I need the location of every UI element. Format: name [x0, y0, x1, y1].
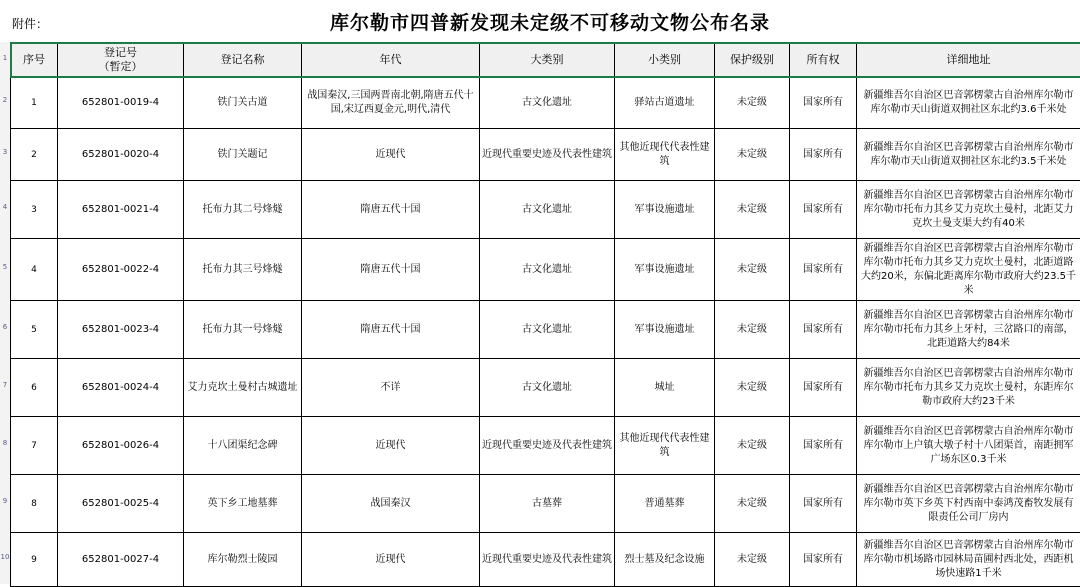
cell-subcategory[interactable]: 驿站古道遗址 [615, 77, 715, 129]
relics-table [10, 42, 1080, 587]
cell-subcategory[interactable]: 其他近现代代表性建筑 [615, 129, 715, 181]
cell-name[interactable]: 托布力其二号烽燧 [184, 181, 302, 239]
cell-era[interactable]: 战国秦汉,三国两晋南北朝,隋唐五代十国,宋辽西夏金元,明代,清代 [302, 77, 480, 129]
cell-category[interactable]: 古文化遗址 [480, 301, 615, 359]
header-era[interactable]: 年代 [302, 43, 480, 77]
header-seq[interactable]: 序号 [11, 43, 58, 77]
cell-protection-level[interactable]: 未定级 [715, 301, 790, 359]
header-subcategory[interactable]: 小类别 [615, 43, 715, 77]
cell-category[interactable]: 古文化遗址 [480, 77, 615, 129]
cell-protection-level[interactable]: 未定级 [715, 129, 790, 181]
row-number[interactable]: 9 [0, 497, 10, 505]
cell-era[interactable]: 隋唐五代十国 [302, 239, 480, 301]
cell-category[interactable]: 古文化遗址 [480, 181, 615, 239]
document-title: 库尔勒市四普新发现未定级不可移动文物公布名录 [250, 8, 850, 35]
cell-reg-no[interactable]: 652801-0027-4 [58, 533, 184, 587]
cell-protection-level[interactable]: 未定级 [715, 359, 790, 417]
cell-protection-level[interactable]: 未定级 [715, 77, 790, 129]
cell-seq[interactable]: 1 [11, 77, 58, 129]
cell-subcategory[interactable]: 其他近现代代表性建筑 [615, 417, 715, 475]
row-number[interactable]: 10 [0, 553, 10, 561]
cell-era[interactable]: 近现代 [302, 533, 480, 587]
header-row [11, 43, 1080, 77]
header-name[interactable]: 登记名称 [184, 43, 302, 77]
row-number[interactable]: 4 [0, 203, 10, 211]
cell-subcategory[interactable]: 军事设施遗址 [615, 181, 715, 239]
cell-subcategory[interactable]: 烈士墓及纪念设施 [615, 533, 715, 587]
row-number[interactable]: 8 [0, 439, 10, 447]
table-row [11, 181, 1080, 239]
cell-address[interactable]: 新疆维吾尔自治区巴音郭楞蒙古自治州库尔勒市库尔勒市机场路市园林局苗圃村西北处，西距机场快速路1千米 [857, 533, 1080, 587]
cell-reg-no[interactable]: 652801-0024-4 [58, 359, 184, 417]
cell-reg-no[interactable]: 652801-0020-4 [58, 129, 184, 181]
table-row [11, 533, 1080, 587]
cell-reg-no[interactable]: 652801-0019-4 [58, 77, 184, 129]
cell-name[interactable]: 十八团渠纪念碑 [184, 417, 302, 475]
table-row [11, 239, 1080, 301]
row-number[interactable]: 1 [0, 54, 10, 62]
cell-era[interactable]: 近现代 [302, 129, 480, 181]
table-body [11, 77, 1080, 587]
cell-ownership[interactable]: 国家所有 [790, 129, 857, 181]
header-category[interactable]: 大类别 [480, 43, 615, 77]
cell-seq[interactable]: 2 [11, 129, 58, 181]
cell-name[interactable]: 艾力克坎土曼村古城遗址 [184, 359, 302, 417]
cell-category[interactable]: 近现代重要史迹及代表性建筑 [480, 533, 615, 587]
cell-category[interactable]: 古文化遗址 [480, 239, 615, 301]
header-protection-level[interactable]: 保护级别 [715, 43, 790, 77]
cell-category[interactable]: 古文化遗址 [480, 359, 615, 417]
cell-category[interactable]: 古墓葬 [480, 475, 615, 533]
cell-address[interactable]: 新疆维吾尔自治区巴音郭楞蒙古自治州库尔勒市库尔勒市天山街道双拥社区东北约3.6千米处 [857, 77, 1080, 129]
header-reg-no[interactable]: 登记号 （暂定） [58, 43, 184, 77]
cell-name[interactable]: 库尔勒烈士陵园 [184, 533, 302, 587]
table-row [11, 359, 1080, 417]
cell-era[interactable]: 战国秦汉 [302, 475, 480, 533]
cell-protection-level[interactable]: 未定级 [715, 239, 790, 301]
cell-address[interactable]: 新疆维吾尔自治区巴音郭楞蒙古自治州库尔勒市库尔勒市托布力其乡艾力克坎土曼村，东距库尔勒市政府大约23千米 [857, 359, 1080, 417]
cell-reg-no[interactable]: 652801-0022-4 [58, 239, 184, 301]
cell-subcategory[interactable]: 城址 [615, 359, 715, 417]
cell-seq[interactable]: 5 [11, 301, 58, 359]
cell-ownership[interactable]: 国家所有 [790, 181, 857, 239]
cell-reg-no[interactable]: 652801-0025-4 [58, 475, 184, 533]
table-row [11, 417, 1080, 475]
header-address[interactable]: 详细地址 [857, 43, 1080, 77]
cell-address[interactable]: 新疆维吾尔自治区巴音郭楞蒙古自治州库尔勒市库尔勒市托布力其乡上牙村，三岔路口的南部，北距道路大约84米 [857, 301, 1080, 359]
cell-ownership[interactable]: 国家所有 [790, 239, 857, 301]
cell-era[interactable]: 近现代 [302, 417, 480, 475]
attachment-label: 附件： [12, 15, 48, 32]
table-row [11, 301, 1080, 359]
cell-seq[interactable]: 6 [11, 359, 58, 417]
cell-ownership[interactable]: 国家所有 [790, 417, 857, 475]
cell-address[interactable]: 新疆维吾尔自治区巴音郭楞蒙古自治州库尔勒市库尔勒市托布力其乡艾力克坎土曼村，北距艾力克坎土曼支渠大约有40米 [857, 181, 1080, 239]
cell-ownership[interactable]: 国家所有 [790, 475, 857, 533]
cell-protection-level[interactable]: 未定级 [715, 417, 790, 475]
cell-ownership[interactable]: 国家所有 [790, 301, 857, 359]
cell-ownership[interactable]: 国家所有 [790, 359, 857, 417]
cell-seq[interactable]: 4 [11, 239, 58, 301]
table-row [11, 77, 1080, 129]
cell-protection-level[interactable]: 未定级 [715, 181, 790, 239]
row-number[interactable]: 2 [0, 96, 10, 104]
cell-reg-no[interactable]: 652801-0021-4 [58, 181, 184, 239]
cell-subcategory[interactable]: 军事设施遗址 [615, 239, 715, 301]
cell-era[interactable]: 隋唐五代十国 [302, 301, 480, 359]
table-row [11, 129, 1080, 181]
cell-reg-no[interactable]: 652801-0023-4 [58, 301, 184, 359]
cell-ownership[interactable]: 国家所有 [790, 77, 857, 129]
cell-name[interactable]: 托布力其三号烽燧 [184, 239, 302, 301]
cell-protection-level[interactable]: 未定级 [715, 475, 790, 533]
cell-address[interactable]: 新疆维吾尔自治区巴音郭楞蒙古自治州库尔勒市库尔勒市上户镇大墩子村十八团渠首，南距拥军广场东区0.3千米 [857, 417, 1080, 475]
row-number[interactable]: 5 [0, 263, 10, 271]
cell-name[interactable]: 英下乡工地墓葬 [184, 475, 302, 533]
cell-category[interactable]: 近现代重要史迹及代表性建筑 [480, 417, 615, 475]
cell-subcategory[interactable]: 军事设施遗址 [615, 301, 715, 359]
cell-ownership[interactable]: 国家所有 [790, 533, 857, 587]
cell-name[interactable]: 铁门关古道 [184, 77, 302, 129]
header-ownership[interactable]: 所有权 [790, 43, 857, 77]
cell-seq[interactable]: 9 [11, 533, 58, 587]
cell-protection-level[interactable]: 未定级 [715, 533, 790, 587]
cell-name[interactable]: 铁门关题记 [184, 129, 302, 181]
row-number[interactable]: 6 [0, 323, 10, 331]
cell-subcategory[interactable]: 普通墓葬 [615, 475, 715, 533]
cell-name[interactable]: 托布力其一号烽燧 [184, 301, 302, 359]
cell-address[interactable]: 新疆维吾尔自治区巴音郭楞蒙古自治州库尔勒市库尔勒市英下乡英下村西南中泰鸿茂畜牧发展有限责任公司厂房内 [857, 475, 1080, 533]
cell-address[interactable]: 新疆维吾尔自治区巴音郭楞蒙古自治州库尔勒市库尔勒市天山街道双拥社区东北约3.5千米处 [857, 129, 1080, 181]
row-number[interactable]: 7 [0, 381, 10, 389]
cell-reg-no[interactable]: 652801-0026-4 [58, 417, 184, 475]
table-row [11, 475, 1080, 533]
cell-address[interactable]: 新疆维吾尔自治区巴音郭楞蒙古自治州库尔勒市库尔勒市托布力其乡艾力克坎土曼村，北距道路大约20米，东偏北距离库尔勒市政府大约23.5千米 [857, 239, 1080, 301]
cell-seq[interactable]: 7 [11, 417, 58, 475]
cell-era[interactable]: 不详 [302, 359, 480, 417]
cell-seq[interactable]: 3 [11, 181, 58, 239]
cell-era[interactable]: 隋唐五代十国 [302, 181, 480, 239]
cell-seq[interactable]: 8 [11, 475, 58, 533]
row-number[interactable]: 3 [0, 148, 10, 156]
cell-category[interactable]: 近现代重要史迹及代表性建筑 [480, 129, 615, 181]
